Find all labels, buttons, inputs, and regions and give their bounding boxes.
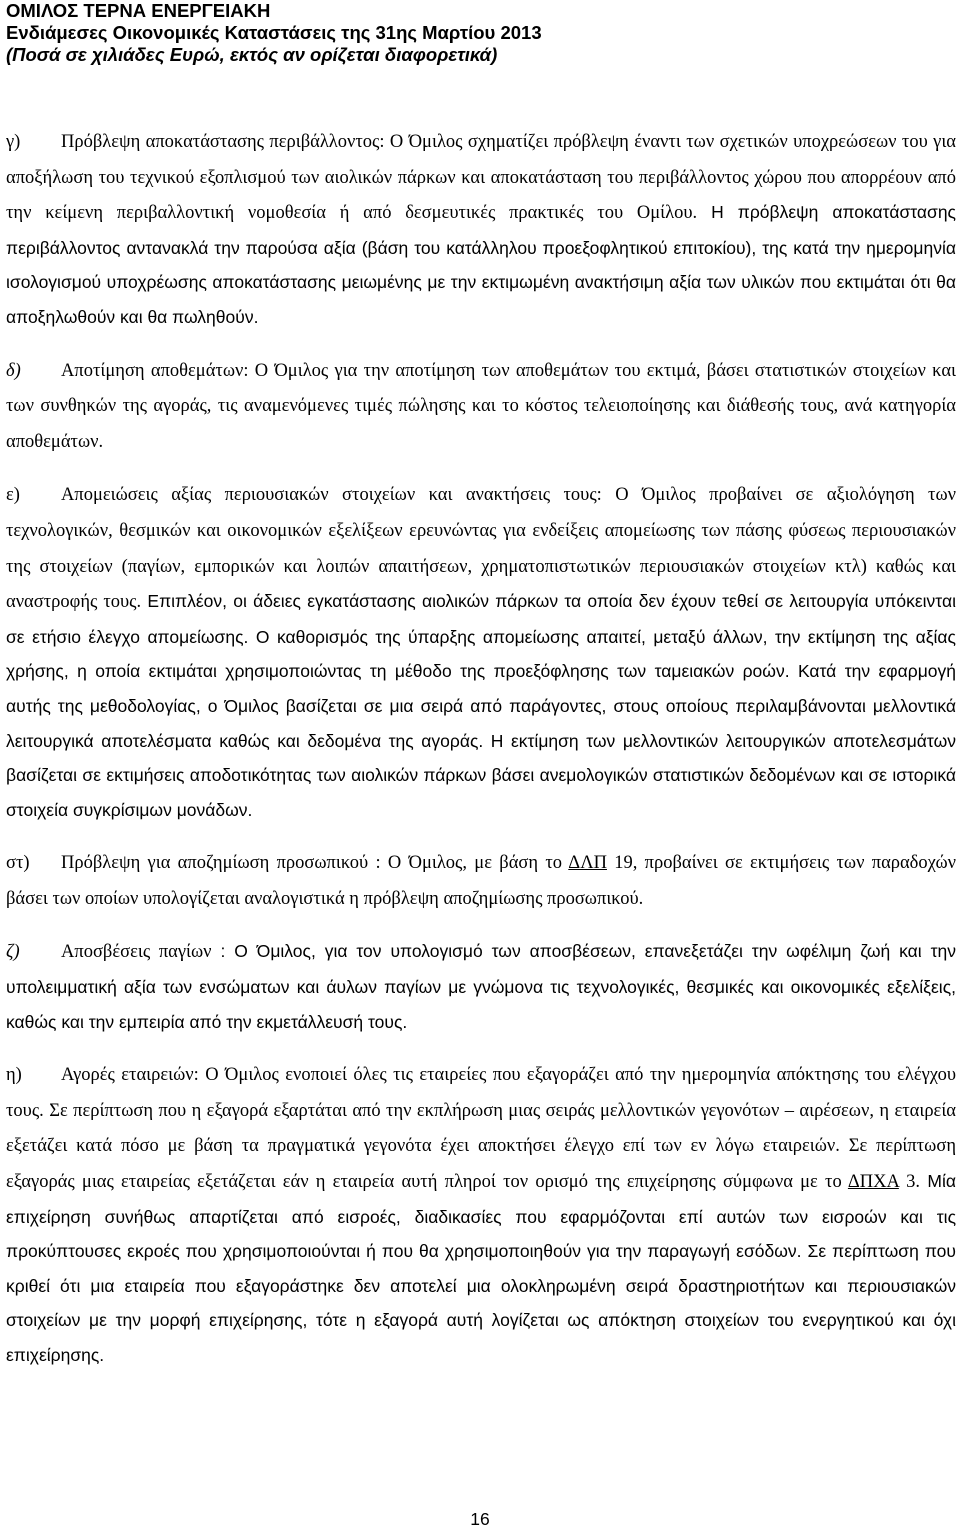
paragraph-title: Απομειώσεις αξίας περιουσιακών στοιχείων και ανακτήσεις τους: <box>61 485 602 506</box>
statements-title: Ενδιάμεσες Οικονομικές Καταστάσεις της 31ης Μαρτίου 2013 <box>6 22 542 43</box>
paragraph-text: Μία επιχείρηση συνήθως απαρτίζεται από εισροές, διαδικασίες που εφαρμόζονται επί αυτών των εισροών και τις προκύπτουσες εκροές που χρησιμοποιούνται ή που θα χρησιμοποιηθούν για την παραγωγή εσόδων. Σε περίπτωση που κριθεί ότι μια εταιρεία που εξαγοράστηκε δεν αποτελεί μια ολοκληρωμένη σειρά δραστηριοτήτων και περιουσιακών στοιχείων με την μορφή επιχείρησης, τότε η εξαγορά αυτή λογίζεται ως απόκτηση στοιχείων του ενεργητικού και όχι επιχείρησης. <box>6 1171 956 1365</box>
paragraph-label: ε) <box>6 485 20 506</box>
paragraph-label: δ) <box>6 360 21 381</box>
paragraph-gamma <box>6 124 956 335</box>
standard-reference: ΔΛΠ <box>568 853 607 874</box>
paragraph-title: Αγορές εταιρειών: <box>61 1065 199 1086</box>
paragraph-label: ζ) <box>6 942 20 963</box>
company-name: ΟΜΙΛΟΣ ΤΕΡΝΑ ΕΝΕΡΓΕΙΑΚΗ <box>6 0 271 21</box>
paragraph-text: : Ο Όμιλος, με βάση το <box>368 853 569 874</box>
document-header <box>6 0 956 66</box>
paragraph-title: Αποτίμηση αποθεμάτων: <box>61 360 249 381</box>
paragraph-label: στ) <box>6 853 30 874</box>
paragraph-label: γ) <box>6 132 21 152</box>
paragraph-text: Η πρόβλεψη αποκατάστασης περιβάλλοντος αντανακλά την παρούσα αξία (βάση του κατάλληλου προεξοφλητικού επιτοκίου), της κατά την ημερομηνία ισολογισμού υποχρέωσης αποκατάστασης μειωμένης με την εκτιμωμένη ανακτήσιμη αξία των υλικών που εκτιμάται ότι θα αποξηλωθούν και θα πωληθούν. <box>6 202 956 327</box>
paragraph-text: Ο Όμιλος ενοποιεί όλες τις εταιρείες που εξαγοράζει από την ημερομηνία απόκτησης του ελέγχου τους. <box>6 1065 956 1121</box>
paragraph-title: Αποσβέσεις παγίων <box>61 942 212 963</box>
paragraph-text: : Ο Όμιλος, για τον υπολογισμό των αποσβέσεων, επανεξετάζει την ωφέλιμη ζωή και την υπολειμματική αξία των ενσώματων και άυλων παγίων με γνώμονα τις τεχνολογικές, θεσμικές και οικονομικές εξελίξεις, καθώς και την εμπειρία από την εκμετάλλευσή τους. <box>6 941 956 1032</box>
standard-reference: ΔΠΧΑ <box>847 1172 899 1193</box>
document-body <box>6 124 956 1373</box>
paragraph-label: η) <box>6 1065 22 1086</box>
paragraph-text: Ο Όμιλος προβαίνει σε αξιολόγηση των τεχνολογικών, θεσμικών και οικονομικών εξελίξεων ερευνώντας για ενδείξεις απομείωσης των πάσης φύσεως περιουσιακών της στοιχείων (παγίων, εμπορικών και λοιπών απαιτήσεων, χρηματοπιστωτικών περιουσιακών στοιχείων κτλ) καθώς και αναστροφής τους. <box>6 485 956 613</box>
paragraph-epsilon <box>6 477 956 827</box>
paragraph-title: Πρόβλεψη για αποζημίωση προσωπικού <box>61 853 369 874</box>
paragraph-text: Σε περίπτωση που η εξαγορά εξαρτάται από την εκπλήρωση μιας σειράς μελλοντικών γεγονότων – αιρέσεων, η εταιρεία εξετάζει κατά πόσο με βάση τα πραγματικά γεγονότα έχει αποκτήσει έλεγχο επί των εν λόγω εταιρειών. Σε περίπτωση εξαγοράς μιας εταιρείας εξετάζεται εάν η εταιρεία αυτή πληροί τον ορισμό της επιχείρησης σύμφωνα με το <box>6 1100 956 1193</box>
paragraph-delta <box>6 353 956 460</box>
page-number: 16 <box>470 1509 490 1529</box>
paragraph-title: Πρόβλεψη αποκατάστασης περιβάλλοντος: <box>61 132 385 152</box>
paragraph-eta <box>6 1057 956 1372</box>
paragraph-text: Ο Όμιλος για την αποτίμηση των αποθεμάτων του εκτιμά, βάσει στατιστικών στοιχείων και των συνθηκών της αγοράς, τις αναμενόμενες τιμές πώλησης και το κόστος τελειοποίησης και διάθεσής τους, ανά κατηγορία αποθεμάτων. <box>6 360 957 452</box>
paragraph-zeta <box>6 934 956 1039</box>
currency-note: (Ποσά σε χιλιάδες Ευρώ, εκτός αν ορίζεται διαφορετικά) <box>6 44 498 65</box>
paragraph-text: Επιπλέον, οι άδειες εγκατάστασης αιολικών πάρκων τα οποία δεν έχουν τεθεί σε λειτουργία υπόκεινται σε ετήσιο έλεγχο απομείωσης. Ο καθορισμός της ύπαρξης απομείωσης απαιτεί, μεταξύ άλλων, την εκτίμηση της αξίας χρήσης, η οποία εκτιμάται χρησιμοποιώντας τη μέθοδο της προεξόφλησης των ταμειακών ροών. Κατά την εφαρμογή αυτής της μεθοδολογίας, ο Όμιλος βασίζεται σε μια σειρά από παράγοντες, στους οποίους περιλαμβάνονται μελλοντικά λειτουργικά αποτελέσματα καθώς και δεδομένα της αγοράς. Η εκτίμηση των μελλοντικών λειτουργικών αποτελεσμάτων βασίζεται σε εκτιμήσεις αποδοτικότητας των αιολικών πάρκων βάσει ανεμολογικών στατιστικών δεδομένων και σε ιστορικά στοιχεία συγκρίσιμων μονάδων. <box>6 591 956 820</box>
paragraph-text: 3. <box>898 1172 920 1193</box>
paragraph-text: Ο Όμιλος σχηματίζει πρόβλεψη έναντι των σχετικών υποχρεώσεων του για αποξήλωση του τεχνικού εξοπλισμού των αιολικών πάρκων και αποκατάσταση του περιβάλλοντος χώρου που απορρέουν από την κείμενη περιβαλλοντική νομοθεσία ή από δεσμευτικές πρακτικές του Ομίλου. <box>6 132 956 224</box>
paragraph-text: 19, προβαίνει σε εκτιμήσεις των παραδοχών βάσει των οποίων υπολογίζεται αναλογιστικά η πρόβλεψη αποζημίωσης προσωπικού. <box>6 853 956 909</box>
paragraph-stigma <box>6 845 956 916</box>
